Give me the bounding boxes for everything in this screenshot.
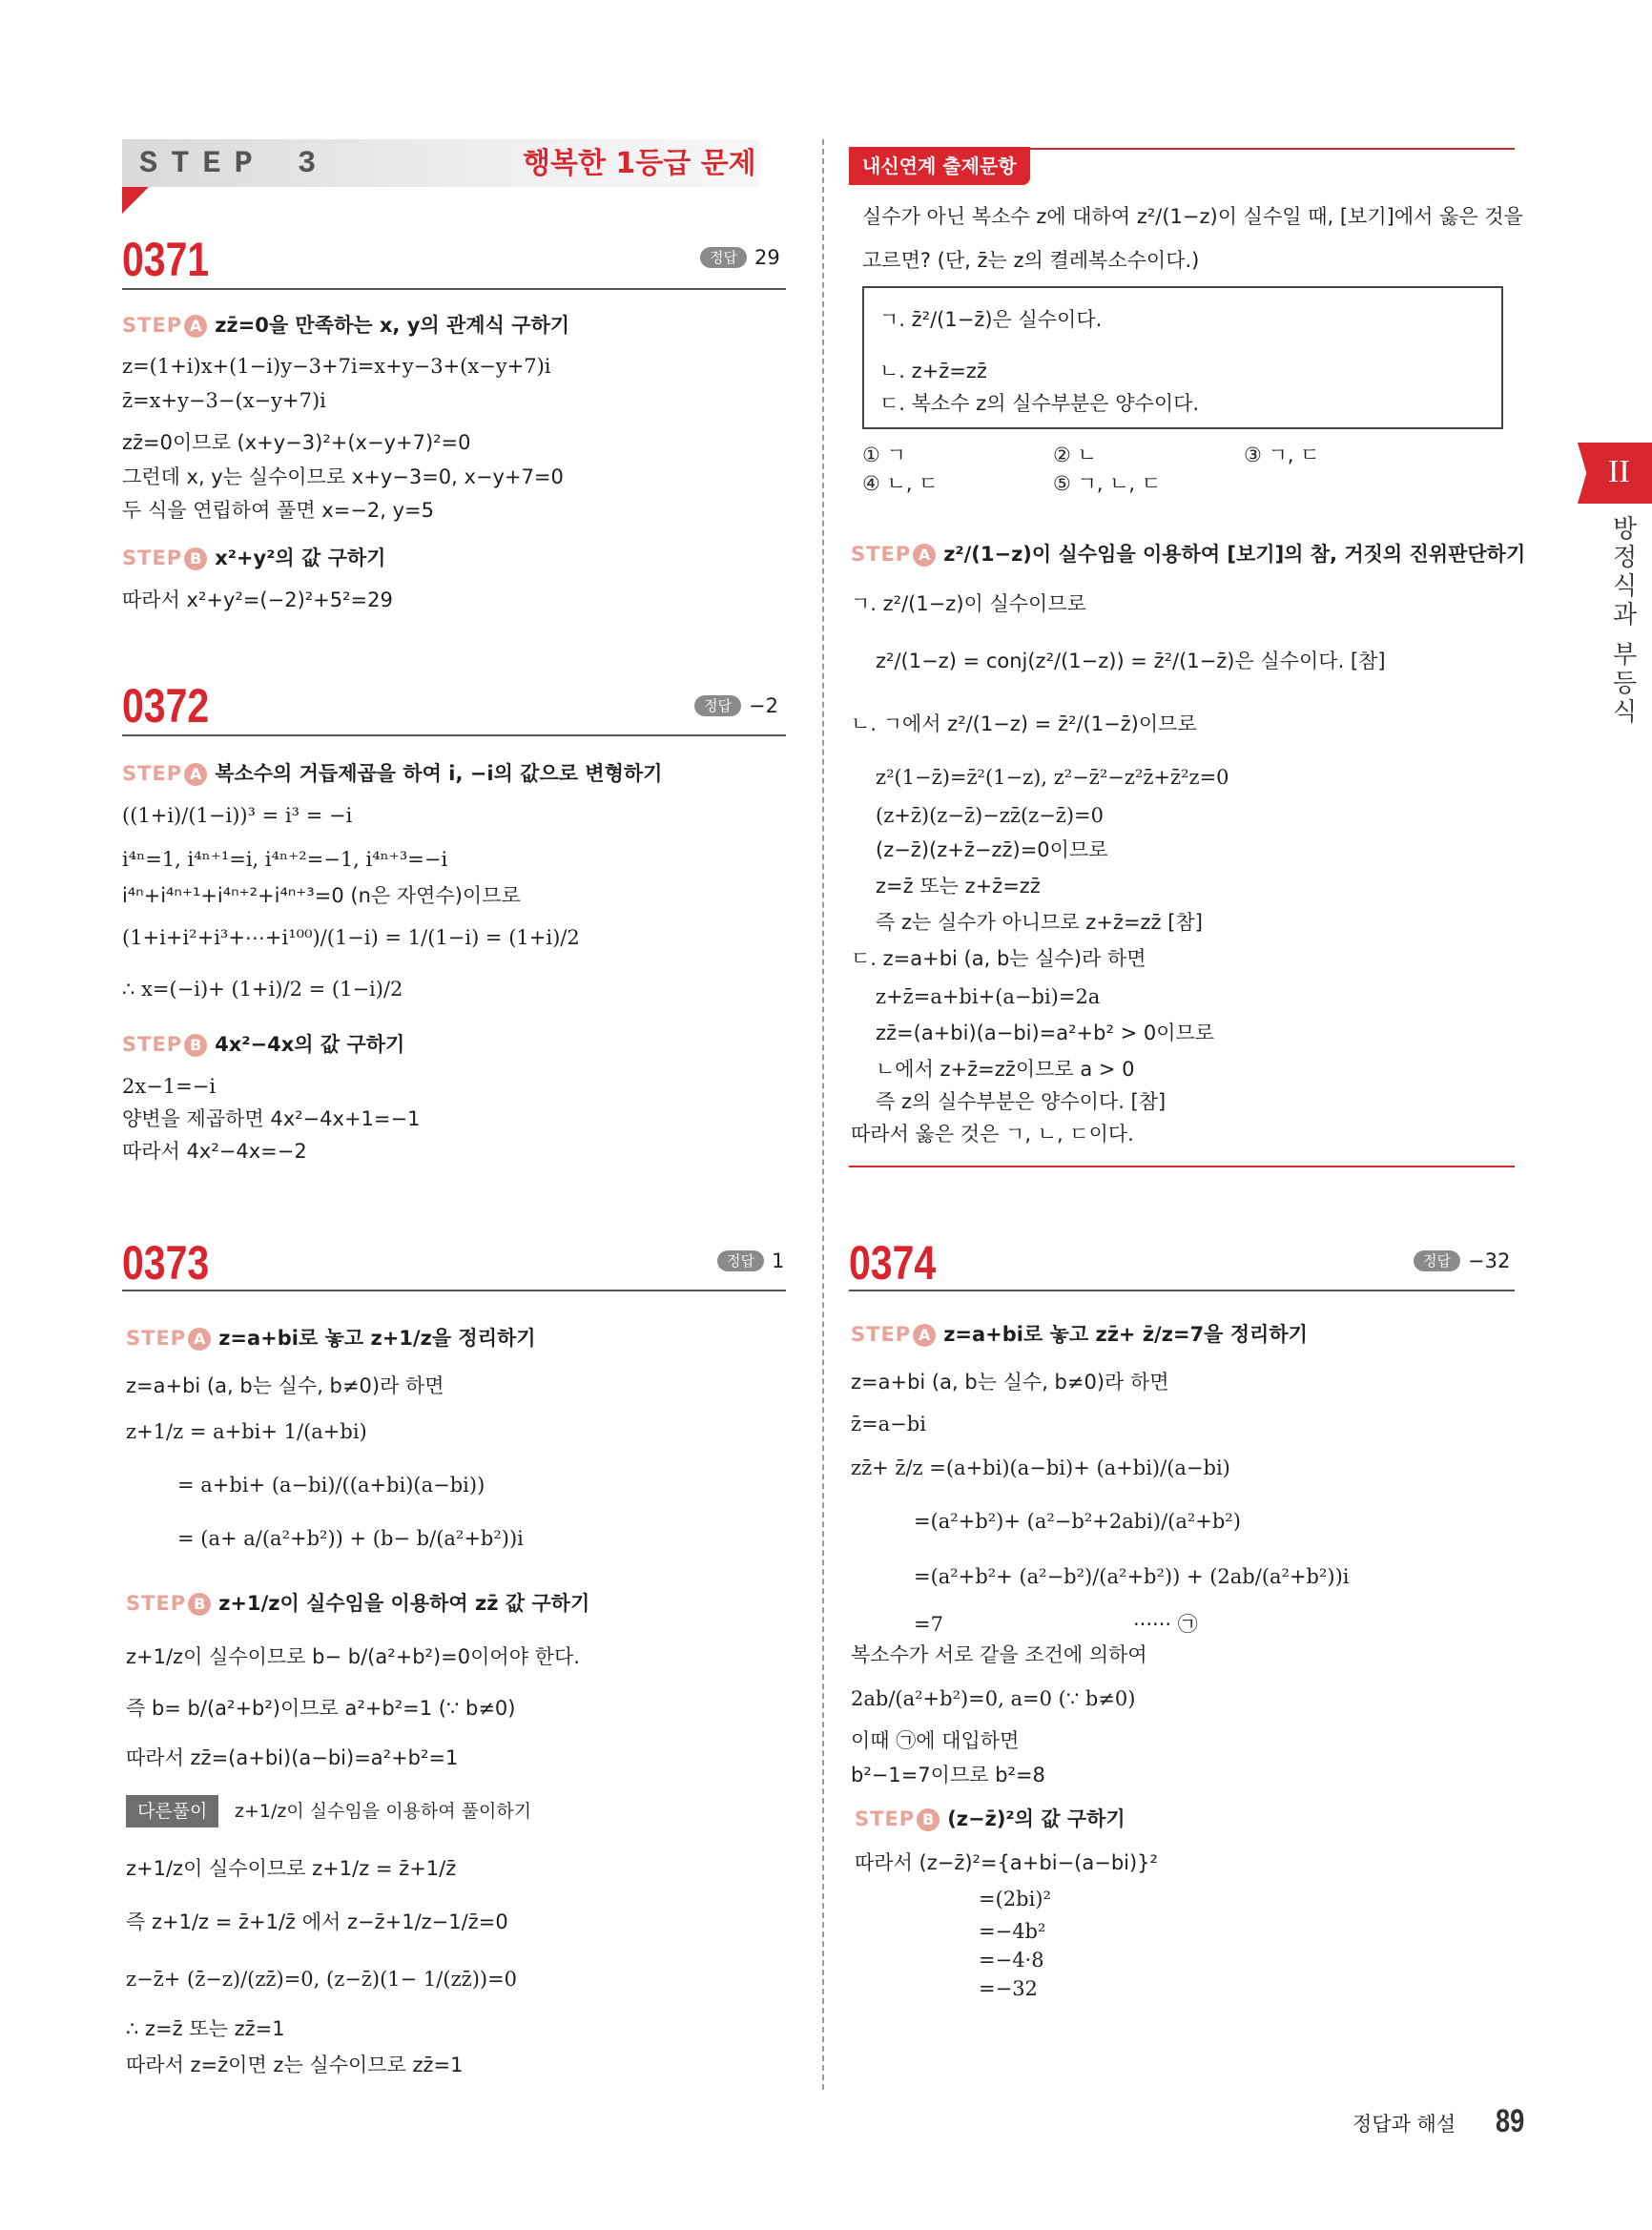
bogi-item: ㄱ. z̄²/(1−z̄)은 실수이다. — [879, 308, 1103, 331]
naesin-question-2: 고르면? (단, z̄는 z의 켤레복소수이다.) — [862, 249, 1200, 272]
sol-line: z+z̄=a+bi+(a−bi)=2a — [876, 985, 1101, 1008]
sol-line: =−4·8 — [979, 1949, 1044, 1972]
sol-line: z=a+bi (a, b는 실수, b≠0)라 하면 — [126, 1374, 444, 1397]
sol-line: 2x−1=−i — [122, 1075, 217, 1098]
answer-0373 — [717, 1248, 784, 1274]
sol-line: 2ab/(a²+b²)=0, a=0 (∵ b≠0) — [851, 1687, 1136, 1710]
sol-line: z=a+bi (a, b는 실수, b≠0)라 하면 — [851, 1371, 1169, 1394]
sol-line: ㄴ. ㄱ에서 z²/(1−z) = z̄²/(1−z̄)이므로 — [851, 712, 1197, 735]
naesin-bottom-rule — [849, 1166, 1515, 1167]
step3-label: STEP 3 — [139, 146, 330, 181]
sol-line: = a+bi+ (a−bi)/((a+bi)(a−bi)) — [177, 1474, 485, 1497]
sol-line: i⁴ⁿ=1, i⁴ⁿ⁺¹=i, i⁴ⁿ⁺²=−1, i⁴ⁿ⁺³=−i — [122, 848, 448, 871]
sol-line: 따라서 zz̄=(a+bi)(a−bi)=a²+b²=1 — [126, 1746, 459, 1769]
footer-label: 정답과 해설 — [1353, 2113, 1456, 2136]
step-b-0373: STEP B z+1/z이 실수임을 이용하여 zz̄ 값 구하기 — [126, 1592, 590, 1615]
answer-badge: 정답 — [1414, 1250, 1460, 1271]
problem-number-0373: 0373 — [122, 1236, 210, 1290]
sol-line: b²−1=7이므로 b²=8 — [851, 1764, 1045, 1786]
answer-0374 — [1414, 1248, 1510, 1274]
sol-line: 이때 ㉠에 대입하면 — [851, 1729, 1020, 1752]
step-b-0371: STEP B x²+y²의 값 구하기 — [122, 547, 386, 569]
sol-line: 따라서 (z−z̄)²={a+bi−(a−bi)}² — [855, 1851, 1158, 1874]
sol-line: 따라서 4x²−4x=−2 — [122, 1140, 307, 1163]
answer-badge: 정답 — [694, 695, 741, 716]
sol-line: (1+i+i²+i³+⋯+i¹⁰⁰)/(1−i) = 1/(1−i) = (1+i)/2 — [122, 926, 580, 949]
answer-0371 — [700, 244, 780, 271]
sol-line: ㄱ. z²/(1−z)이 실수이므로 — [851, 592, 1086, 615]
alt-solution-title: z+1/z이 실수임을 이용하여 풀이하기 — [235, 1801, 532, 1822]
sol-line: ㄷ. z=a+bi (a, b는 실수)라 하면 — [851, 947, 1146, 970]
sol-line: =(a²+b²+ (a²−b²)/(a²+b²)) + (2ab/(a²+b²))i — [914, 1565, 1350, 1588]
naesin-tag: 내신연계 출제문항 — [849, 147, 1030, 185]
sol-line: 즉 z의 실수부분은 양수이다. [참] — [876, 1090, 1167, 1113]
problem-number-0372: 0372 — [122, 679, 210, 733]
answer-value: −2 — [748, 694, 778, 717]
choice-5: ⑤ ㄱ, ㄴ, ㄷ — [1053, 472, 1162, 495]
bogi-item: ㄷ. 복소수 z의 실수부분은 양수이다. — [879, 392, 1200, 415]
sol-line: ∴ x=(−i)+ (1+i)/2 = (1−i)/2 — [122, 978, 403, 1001]
sol-line: ((1+i)/(1−i))³ = i³ = −i — [122, 804, 353, 827]
sol-line: z̄=a−bi — [851, 1413, 926, 1435]
sol-line: z−z̄+ (z̄−z)/(zz̄)=0, (z−z̄)(1− 1/(zz̄))=0 — [126, 1968, 518, 1991]
answer-value: 1 — [771, 1249, 785, 1272]
choice-4: ④ ㄴ, ㄷ — [862, 472, 939, 495]
sol-line: 따라서 x²+y²=(−2)²+5²=29 — [122, 588, 393, 611]
choice-2: ② ㄴ — [1053, 444, 1097, 466]
sol-line: 즉 z는 실수가 아니므로 z+z̄=zz̄ [참] — [876, 911, 1203, 934]
step-a-0374: STEP A z=a+bi로 놓고 zz̄+ z̄/z=7을 정리하기 — [851, 1323, 1308, 1346]
choice-1: ① ㄱ — [862, 444, 906, 466]
sol-line: zz̄+ z̄/z =(a+bi)(a−bi)+ (a+bi)/(a−bi) — [851, 1456, 1230, 1479]
sol-line: 즉 b= b/(a²+b²)이므로 a²+b²=1 (∵ b≠0) — [126, 1697, 516, 1720]
sol-line: z²(1−z̄)=z̄²(1−z), z²−z̄²−z²z̄+z̄²z=0 — [876, 766, 1229, 789]
answer-0372 — [694, 692, 778, 719]
sol-line: (z−z̄)(z+z̄−zz̄)=0이므로 — [876, 838, 1108, 861]
sol-line: 그런데 x, y는 실수이므로 x+y−3=0, x−y+7=0 — [122, 465, 564, 488]
sol-line: =−4b² — [979, 1920, 1046, 1943]
sol-line: 따라서 옳은 것은 ㄱ, ㄴ, ㄷ이다. — [851, 1123, 1134, 1146]
step-a-0371: STEP A zz̄=0을 만족하는 x, y의 관계식 구하기 — [122, 314, 570, 337]
step-b-0374: STEP B (z−z̄)²의 값 구하기 — [855, 1807, 1125, 1830]
problem-number-0371: 0371 — [122, 233, 210, 286]
problem-rule — [122, 288, 786, 290]
sol-line: ······ ㉠ — [1133, 1613, 1198, 1636]
problem-number-0374: 0374 — [849, 1236, 937, 1290]
sol-line: 즉 z+1/z = z̄+1/z̄ 에서 z−z̄+1/z−1/z̄=0 — [126, 1910, 508, 1933]
step3-corner — [122, 187, 149, 214]
sol-line: =(a²+b²)+ (a²−b²+2abi)/(a²+b²) — [914, 1510, 1241, 1533]
choice-3: ③ ㄱ, ㄷ — [1244, 444, 1320, 466]
sol-line: z̄=x+y−3−(x−y+7)i — [122, 389, 326, 412]
answer-value: −32 — [1467, 1249, 1511, 1272]
sol-line: z+1/z = a+bi+ 1/(a+bi) — [126, 1420, 367, 1443]
answer-badge: 정답 — [700, 247, 747, 268]
page-number: 89 — [1496, 2103, 1525, 2139]
sol-line: z²/(1−z) = conj(z²/(1−z)) = z̄²/(1−z̄)은 실수이다. [참] — [876, 650, 1386, 672]
sol-line: z+1/z이 실수이므로 z+1/z = z̄+1/z̄ — [126, 1857, 457, 1880]
problem-rule — [122, 1290, 786, 1291]
answer-badge: 정답 — [717, 1250, 764, 1271]
sol-line: 양변을 제곱하면 4x²−4x+1=−1 — [122, 1107, 421, 1130]
sol-line: =(2bi)² — [979, 1888, 1051, 1910]
sol-line: zz̄=0이므로 (x+y−3)²+(x−y+7)²=0 — [122, 431, 471, 454]
sol-line: ∴ z=z̄ 또는 zz̄=1 — [126, 2017, 285, 2040]
sol-line: i⁴ⁿ+i⁴ⁿ⁺¹+i⁴ⁿ⁺²+i⁴ⁿ⁺³=0 (n은 자연수)이므로 — [122, 884, 521, 907]
problem-rule — [849, 1290, 1515, 1291]
bogi-item: ㄴ. z+z̄=zz̄ — [879, 360, 987, 382]
side-tab-text: 방정식과 부등식 — [1608, 515, 1637, 728]
sol-line: z+1/z이 실수이므로 b− b/(a²+b²)=0이어야 한다. — [126, 1645, 580, 1668]
sol-line: = (a+ a/(a²+b²)) + (b− b/(a²+b²))i — [177, 1527, 524, 1550]
answer-value: 29 — [754, 246, 780, 269]
naesin-question-1: 실수가 아닌 복소수 z에 대하여 z²/(1−z)이 실수일 때, [보기]에서 옳은 것을 — [862, 205, 1523, 228]
sol-line: 두 식을 연립하여 풀면 x=−2, y=5 — [122, 499, 434, 522]
side-tab-roman: II — [1608, 454, 1630, 489]
step-a-naesin: STEP A z²/(1−z)이 실수임을 이용하여 [보기]의 참, 거짓의 진위판단하기 — [851, 543, 1526, 566]
sol-line: z=(1+i)x+(1−i)y−3+7i=x+y−3+(x−y+7)i — [122, 355, 551, 378]
sol-line: ㄴ에서 z+z̄=zz̄이므로 a > 0 — [876, 1058, 1135, 1081]
column-divider — [822, 139, 824, 2090]
sol-line: z=z̄ 또는 z+z̄=zz̄ — [876, 875, 1041, 898]
sol-line: 따라서 z=z̄이면 z는 실수이므로 zz̄=1 — [126, 2054, 464, 2076]
step3-title: 행복한 1등급 문제 — [523, 147, 756, 180]
problem-rule — [122, 734, 786, 736]
step-a-0373: STEP A z=a+bi로 놓고 z+1/z을 정리하기 — [126, 1327, 536, 1350]
step-b-0372: STEP B 4x²−4x의 값 구하기 — [122, 1033, 405, 1056]
sol-line: 복소수가 서로 같을 조건에 의하여 — [851, 1643, 1147, 1666]
step-a-0372: STEP A 복소수의 거듭제곱을 하여 i, −i의 값으로 변형하기 — [122, 762, 663, 785]
alt-solution-badge: 다른풀이 — [126, 1795, 218, 1827]
sol-line: =−32 — [979, 1977, 1038, 2000]
sol-line: zz̄=(a+bi)(a−bi)=a²+b² > 0이므로 — [876, 1022, 1215, 1044]
sol-line: (z+z̄)(z−z̄)−zz̄(z−z̄)=0 — [876, 804, 1105, 827]
sol-line: =7 — [914, 1613, 943, 1636]
